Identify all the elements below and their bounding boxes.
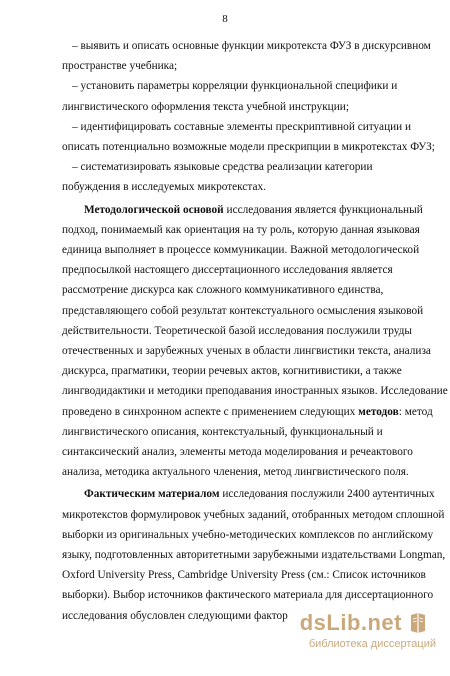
text-fragment: исследования послужили 2400 аутентичных: [219, 488, 435, 501]
dslib-watermark[interactable]: [236, 610, 436, 658]
text-line: выборки из оригинальных учебно-методических комплексов по английскому: [62, 528, 434, 541]
text-fragment: : метод: [398, 405, 433, 418]
text-line: рассмотрение дискурса как сложного коммуникативного единства,: [62, 284, 384, 297]
document-body: [62, 36, 448, 626]
text-line: отечественных и зарубежных ученых в области лингвистики текста, анализа: [62, 345, 431, 358]
paragraph-methodology: [62, 200, 448, 483]
text-line: Oxford University Press, Cambridge University Press (см.: Список источников: [62, 569, 426, 582]
text-line: лингвистического описания, контекстуальный, функциональный и: [62, 425, 383, 438]
text-line: выборки). Выбор источников фактического материала для диссертационного: [62, 589, 434, 602]
bold-term: Методологической основой: [84, 203, 224, 216]
text-line: описать потенциально возможные модели прескрипции в микротекстах ФУЗ;: [62, 141, 435, 154]
text-line: лингвистического оформления текста учебной инструкции;: [62, 100, 349, 113]
text-line: предпосылкой настоящего диссертационного исследования является: [62, 264, 393, 277]
text-line: языку, подготовленных авторитетными зарубежными издательствами Longman,: [62, 549, 446, 562]
list-item-4: [62, 157, 428, 197]
bold-term: Фактическим материалом: [84, 488, 220, 501]
text-line: [62, 402, 433, 422]
watermark-logo: dsLib.net: [299, 610, 402, 635]
text-line: лингводидактики и методики преподавания иностранных языков. Исследование: [62, 385, 448, 398]
text-line: – установить параметры корреляции функциональной специфики и: [72, 80, 398, 93]
watermark-subtitle: библиотека диссертаций: [308, 638, 436, 650]
text-line: дискурса, прагматики, теории речевых актов, когнитивистики, а также: [62, 365, 402, 378]
text-line: микротекстов формулировок учебных заданий, отобранных методом сплошной: [62, 508, 445, 521]
text-line: действительности. Теоретической базой исследования послужили труды: [62, 324, 412, 337]
text-line: пространстве учебника;: [62, 60, 178, 73]
text-line: анализа, методика актуального членения, метод лингвистического поля.: [62, 466, 409, 479]
text-line: подход, понимаемый как ориентация на ту роль, которую данная языковая: [62, 223, 420, 236]
list-item-2: [62, 76, 428, 116]
text-line: – выявить и описать основные функции микротекста ФУЗ в дискурсивном: [72, 40, 431, 52]
list-item-1: [62, 36, 431, 76]
text-line: представляющего собой результат контекстуального осмысления языковой: [62, 304, 424, 317]
bold-term: методов: [358, 405, 399, 418]
text-fragment: проведено в синхронном аспекте с применением следующих: [62, 405, 359, 418]
text-fragment: исследования является функциональный: [223, 203, 423, 216]
text-line: единица выполняет в процессе коммуникации. Важной методологической: [62, 244, 420, 257]
text-line: [62, 484, 435, 504]
list-item-3: [62, 117, 435, 157]
text-line: [62, 200, 428, 220]
paragraph-material: [62, 484, 446, 625]
text-line: исследования обусловлен следующими фактор: [62, 609, 288, 622]
text-line: – идентифицировать составные элементы прескриптивной ситуации и: [72, 120, 412, 133]
page-number: 8: [222, 13, 228, 25]
text-line: – систематизировать языковые средства реализации категории: [72, 161, 373, 174]
text-line: побуждения в исследуемых микротекстах.: [62, 181, 266, 194]
book-icon: [408, 612, 428, 634]
text-line: синтаксический анализ, элементы метода моделирования и речеактового: [62, 446, 413, 459]
